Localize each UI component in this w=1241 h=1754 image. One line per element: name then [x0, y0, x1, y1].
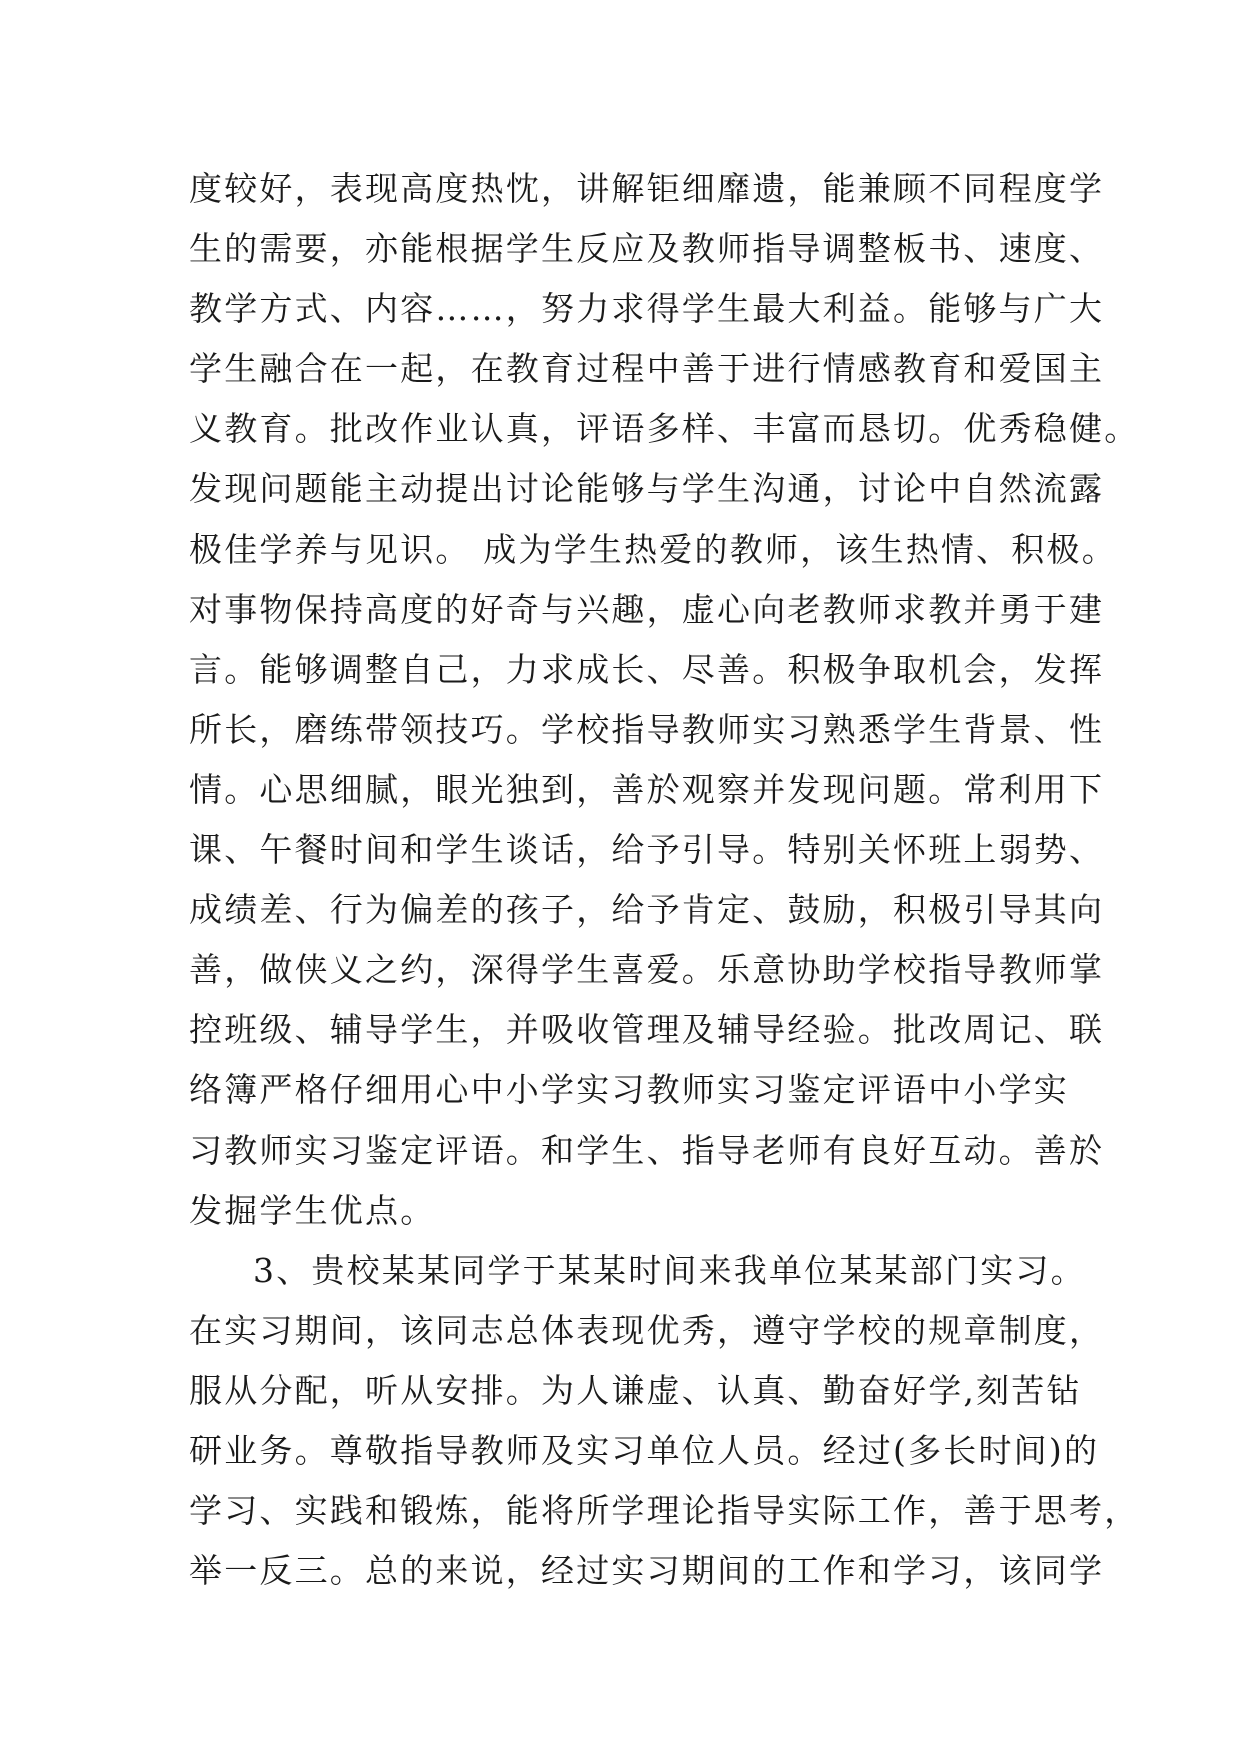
- text-line: 教学方式、内容……，努力求得学生最大利益。能够与广大: [189, 289, 1105, 329]
- text-line: 学习、实践和锻炼，能将所学理论指导实际工作，善于思考，: [189, 1491, 1140, 1531]
- text-line: 习教师实习鉴定评语。和学生、指导老师有良好互动。善於: [189, 1130, 1105, 1170]
- text-line: 发掘学生优点。: [189, 1190, 436, 1230]
- text-line: 学生融合在一起，在教育过程中善于进行情感教育和爱国主: [189, 349, 1105, 389]
- text-line: 研业务。尊敬指导教师及实习单位人员。经过(多长时间)的: [189, 1430, 1100, 1470]
- text-line: 对事物保持高度的好奇与兴趣，虚心向老教师求教并勇于建: [189, 589, 1105, 629]
- text-line: 善，做侠义之约，深得学生喜爱。乐意协助学校指导教师掌: [189, 950, 1105, 990]
- text-line: 成绩差、行为偏差的孩子，给予肯定、鼓励，积极引导其向: [189, 890, 1105, 930]
- text-line: 络簿严格仔细用心中小学实习教师实习鉴定评语中小学实: [189, 1070, 1069, 1110]
- body-text: [189, 159, 1140, 1601]
- text-line: 情。心思细腻，眼光独到，善於观察并发现问题。常利用下: [189, 769, 1105, 809]
- text-line: 服从分配，听从安排。为人谦虚、认真、勤奋好学,刻苦钻: [189, 1370, 1082, 1410]
- text-line: 生的需要，亦能根据学生反应及教师指导调整板书、速度、: [189, 229, 1105, 269]
- text-line: 发现问题能主动提出讨论能够与学生沟通，讨论中自然流露: [189, 469, 1105, 509]
- text-line: 课、午餐时间和学生谈话，给予引导。特别关怀班上弱势、: [189, 830, 1105, 870]
- text-line: 在实习期间，该同志总体表现优秀，遵守学校的规章制度，: [189, 1310, 1105, 1350]
- text-line: 举一反三。总的来说，经过实习期间的工作和学习，该同学: [189, 1551, 1105, 1591]
- text-line: 所长，磨练带领技巧。学校指导教师实习熟悉学生背景、性: [189, 709, 1105, 749]
- text-line: 极佳学养与见识。 成为学生热爱的教师，该生热情、积极。: [189, 529, 1117, 569]
- paragraph-start-line: 3、贵校某某同学于某某时间来我单位某某部门实习。: [253, 1250, 1086, 1290]
- text-line: 言。能够调整自己，力求成长、尽善。积极争取机会，发挥: [189, 649, 1105, 689]
- text-line: 度较好，表现高度热忱，讲解钜细靡遗，能兼顾不同程度学: [189, 169, 1105, 208]
- text-line: 控班级、辅导学生，并吸收管理及辅导经验。批改周记、联: [189, 1010, 1105, 1050]
- text-line: 义教育。批改作业认真，评语多样、丰富而恳切。优秀稳健。: [189, 409, 1140, 449]
